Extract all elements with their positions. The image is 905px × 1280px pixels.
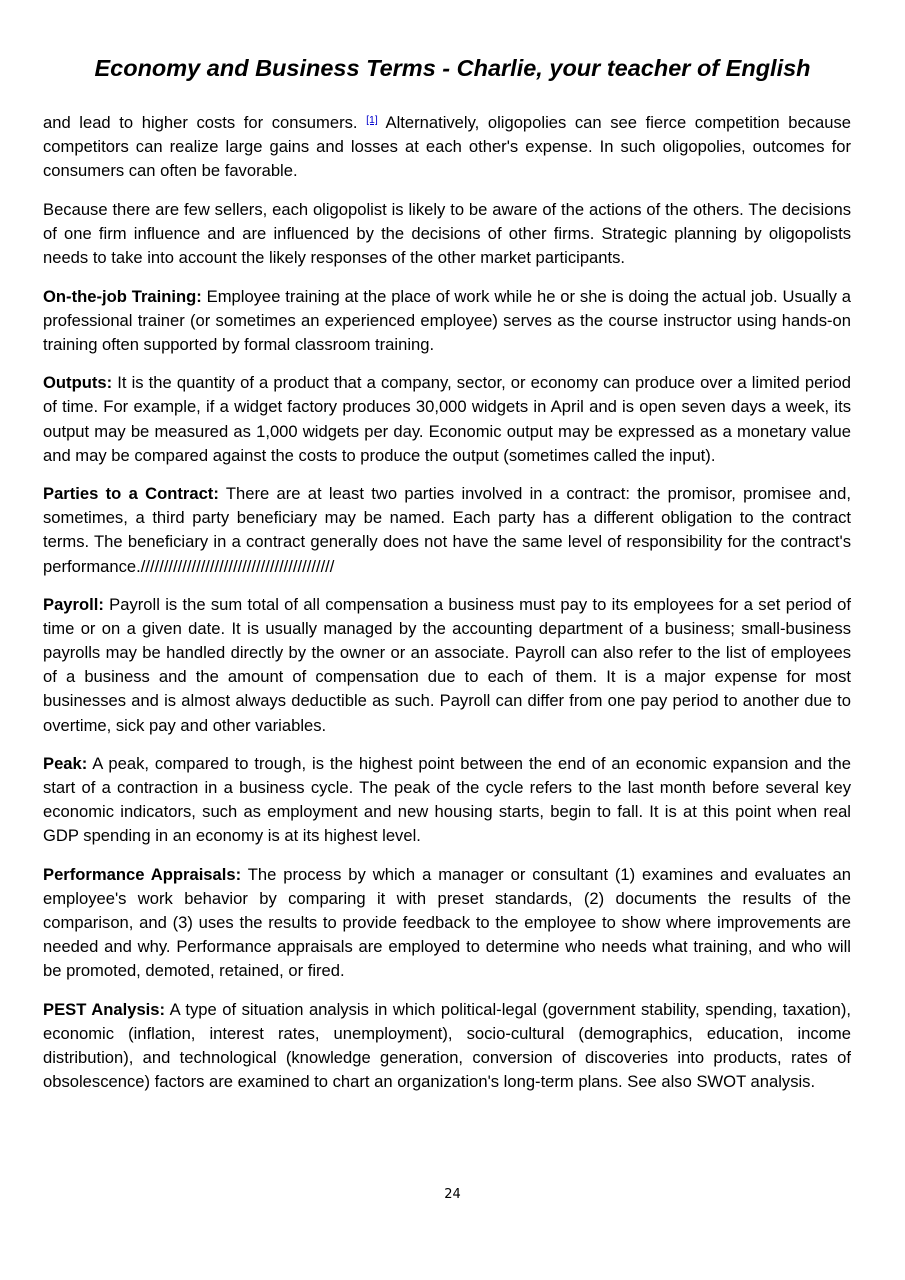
- paragraph-intro-text: and lead to higher costs for consumers.: [43, 113, 367, 132]
- page-title: Economy and Business Terms - Charlie, your teacher of English: [94, 55, 811, 81]
- entry-performance-appraisals: [43, 863, 851, 983]
- term-definition: There are at least two parties involved in a contract: the promisor, promisee and, sometimes, a third party beneficiary may be named. Each party has a different obligation to the contract terms. The beneficiary in a contract generally does not have the same level of responsibility for the contract's performance.//////////////////////////////////////////: [43, 484, 851, 576]
- term-definition: Payroll is the sum total of all compensation a business must pay to its employees for a set period of time or on a given date. It is usually managed by the accounting department of a business; small-business payrolls may be handled directly by the owner or an associate. Payroll can also refer to the list of employees of a business and the amount of compensation due to each of them. It is a major expense for most businesses and is almost always deductible as such. Payroll can differ from one pay period to another due to overtime, sick pay and other variables.: [43, 595, 851, 735]
- entry-on-the-job-training: [43, 285, 851, 357]
- term-heading: PEST Analysis:: [43, 1000, 166, 1019]
- entry-peak: [43, 752, 851, 848]
- page-number: 24: [444, 1187, 461, 1202]
- paragraph-text: Alternatively, oligopolies can see fierce competition because competitors can realize large gains and losses at each other's expense. In such oligopolies, outcomes for consumers can often be favorable.: [43, 113, 851, 181]
- entry-outputs: [43, 371, 851, 467]
- term-heading: Parties to a Contract:: [43, 484, 219, 504]
- term-definition: The process by which a manager or consultant (1) examines and evaluates an employee's work behavior by comparing it with preset standards, (2) documents the results of the comparison, and (3) uses the results to provide feedback to the employee to show where improvements are needed and why. Performance appraisals are employed to determine who needs what training, and who will be promoted, demoted, retained, or fired.: [43, 865, 852, 981]
- paragraph-oligopoly-continued: [43, 111, 851, 183]
- paragraph-text: Because there are few sellers, each oligopolist is likely to be aware of the actions of the others. The decisions of one firm influence and are influenced by the decisions of other firms. Strategic planning by oligopolists needs to take into account the likely responses of the other market participants.: [43, 199, 851, 267]
- term-heading: Performance Appraisals:: [43, 865, 242, 885]
- entry-pest-analysis: [43, 998, 851, 1094]
- term-definition: A peak, compared to trough, is the highest point between the end of an economic expansion and the start of a contraction in a business cycle. The peak of the cycle refers to the last month before several key economic indicators, such as employment and new housing starts, begin to fall. It is at this point when real GDP spending in an economy is at its highest level.: [43, 754, 851, 846]
- term-heading: Payroll:: [43, 595, 104, 615]
- footnote-reference-link[interactable]: [1]: [366, 114, 378, 126]
- entry-payroll: [43, 593, 851, 738]
- term-definition: A type of situation analysis in which political-legal (government stability, spending, taxation), economic (inflation, interest rates, unemployment), socio-cultural (demographics, education, income distribution), and technological (knowledge generation, conversion of discoveries into products, rates of obsolescence) factors are examined to chart an organization's long-term plans. See also SWOT analysis.: [43, 1000, 851, 1092]
- term-heading: Peak:: [43, 754, 88, 774]
- paragraph-oligopolist-awareness: [43, 198, 851, 270]
- entry-parties-to-a-contract: [43, 482, 851, 578]
- document-body: [43, 111, 851, 1109]
- term-definition: Employee training at the place of work while he or she is doing the actual job. Usually a professional trainer (or sometimes an experienced employee) serves as the course instructor using hands-on training often supported by formal classroom training.: [43, 286, 852, 354]
- term-heading: On-the-job Training:: [43, 286, 202, 306]
- term-definition: It is the quantity of a product that a company, sector, or economy can produce over a limited period of time. For example, if a widget factory produces 30,000 widgets in April and is open seven days a week, its output may be measured as 1,000 widgets per day. Economic output may be expressed as a monetary value and may be compared against the costs to produce the output (sometimes called the input).: [43, 373, 851, 465]
- term-heading: Outputs:: [43, 373, 113, 393]
